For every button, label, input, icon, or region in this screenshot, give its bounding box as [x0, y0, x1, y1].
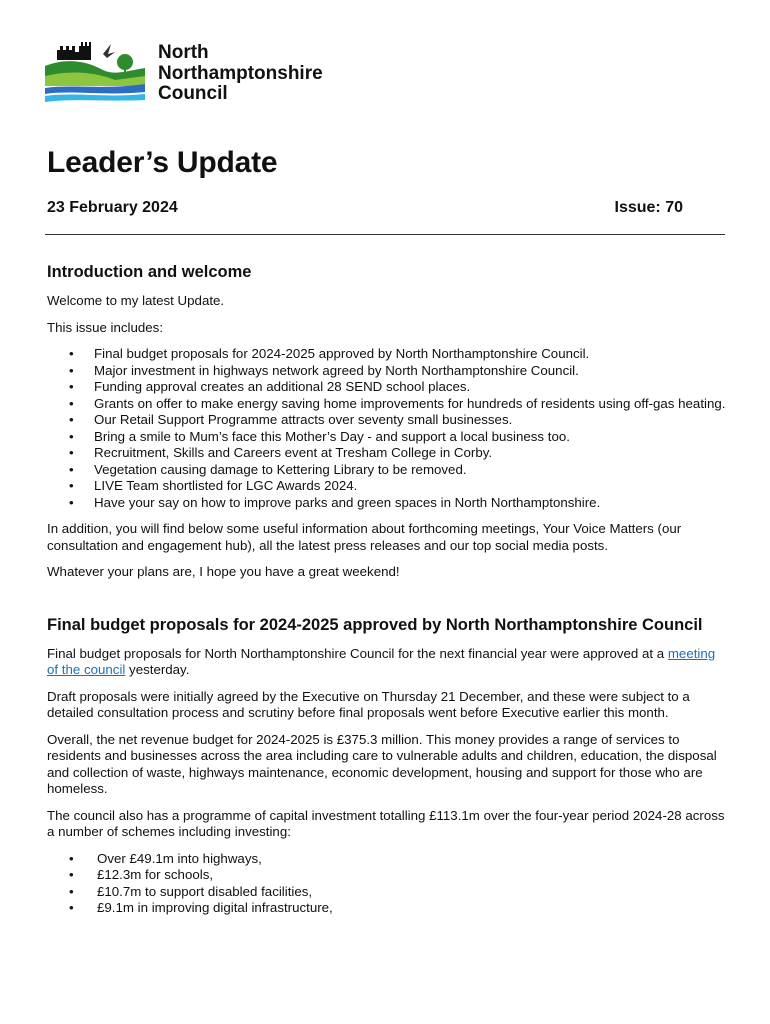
council-logo — [45, 40, 345, 106]
page-title: Leader’s Update — [47, 146, 278, 179]
main-content — [47, 262, 727, 927]
header-divider — [45, 234, 725, 235]
issue-number: Issue: 70 — [614, 199, 683, 216]
list-item: • Grants on offer to make energy saving home improvements for hundreds of residents using off-gas heating. — [47, 396, 727, 413]
list-item: • Funding approval creates an additional 28 SEND school places. — [47, 379, 727, 396]
budget-paragraph-2: Draft proposals were initially agreed by the Executive on Thursday 21 December, and these were subject to a detailed consultation process and scrutiny before final proposals went before Executive earlier this month. — [47, 688, 690, 720]
list-item: • Bring a smile to Mum’s face this Mother’s Day - and support a local business too. — [47, 429, 727, 446]
intro-heading: Introduction and welcome — [47, 263, 252, 281]
logo-line-2: Northamptonshire — [158, 62, 323, 84]
issue-row — [47, 199, 683, 217]
list-item: • Vegetation causing damage to Kettering Library to be removed. — [47, 462, 727, 479]
budget-paragraph-3: Overall, the net revenue budget for 2024-2025 is £375.3 million. This money provides a range of services to residents and businesses across the area including care to vulnerable adults and children, education, the disposal and collection of waste, highways maintenance, economic development, housing and support for those who are homeless. — [47, 731, 717, 796]
budget-paragraph-4: The council also has a programme of capital investment totalling £113.1m over the four-year period 2024-28 across a number of schemes including investing: — [47, 807, 725, 839]
intro-list — [47, 346, 727, 511]
intro-closing: Whatever your plans are, I hope you have a great weekend! — [47, 564, 400, 579]
list-item: • £12.3m for schools, — [47, 867, 727, 884]
list-item: • £10.7m to support disabled facilities, — [47, 884, 727, 901]
logo-line-3: Council — [158, 83, 228, 104]
logo-line-1: North — [158, 42, 209, 63]
intro-includes-label: This issue includes: — [47, 319, 164, 335]
list-item: • Major investment in highways network agreed by North Northamptonshire Council. — [47, 363, 727, 380]
list-item: • Final budget proposals for 2024-2025 approved by North Northamptonshire Council. — [47, 346, 727, 363]
logo-emblem-icon — [45, 40, 153, 106]
intro-welcome: Welcome to my latest Update. — [47, 293, 225, 308]
budget-paragraph-1 — [47, 646, 727, 679]
budget-p1-tail: yesterday. — [125, 662, 190, 677]
issue-date: 23 February 2024 — [47, 199, 178, 216]
logo-wordmark — [158, 43, 323, 105]
section-spacer — [47, 591, 727, 615]
list-item: • Recruitment, Skills and Careers event at Tresham College in Corby. — [47, 445, 727, 462]
meeting-of-the-council-link[interactable]: meeting of the council — [47, 645, 716, 677]
intro-addition: In addition, you will find below some useful information about forthcoming meetings, Your Voice Matters (our consultation and engagement hub), all the latest press releases and our top social media posts. — [47, 521, 682, 553]
list-item: • Over £49.1m into highways, — [47, 851, 727, 868]
budget-p1-text: Final budget proposals for North Northamptonshire Council for the next financial year were approved at a — [47, 645, 668, 661]
investment-list — [47, 851, 727, 917]
list-item: • LIVE Team shortlisted for LGC Awards 2024. — [47, 478, 727, 495]
list-item: • £9.1m in improving digital infrastructure, — [47, 900, 727, 917]
list-item: • Our Retail Support Programme attracts over seventy small businesses. — [47, 412, 727, 429]
budget-heading: Final budget proposals for 2024-2025 approved by North Northamptonshire Council — [47, 615, 703, 634]
list-item: • Have your say on how to improve parks and green spaces in North Northamptonshire. — [47, 495, 727, 512]
